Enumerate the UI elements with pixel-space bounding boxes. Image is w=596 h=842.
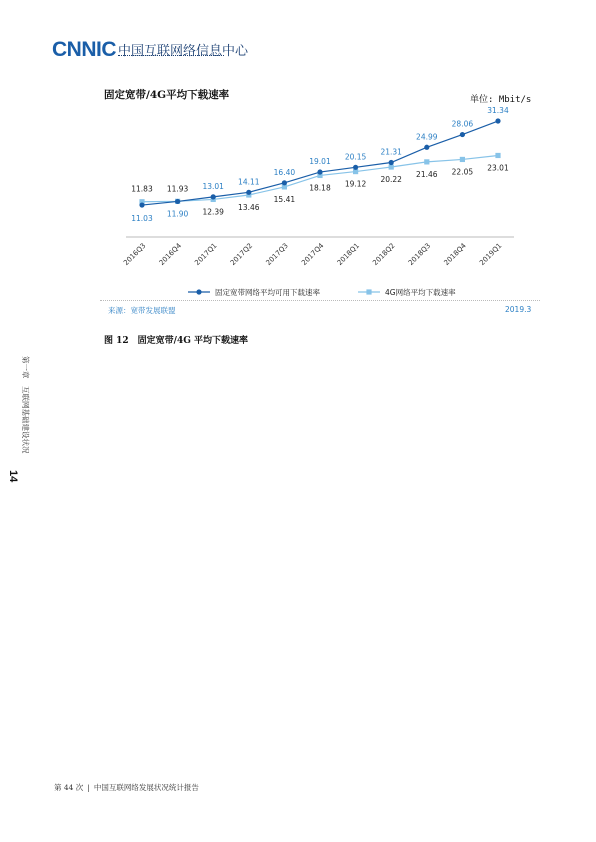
data-label: 20.15 <box>344 152 367 162</box>
data-point <box>460 132 465 137</box>
data-label: 31.34 <box>487 106 509 116</box>
page-footer <box>54 782 199 793</box>
x-tick-label: 2018Q2 <box>371 241 397 268</box>
data-label: 11.03 <box>131 214 153 224</box>
chart-unit: 单位: Mbit/s <box>470 95 532 105</box>
x-tick-label: 2018Q1 <box>335 241 362 268</box>
data-label: 23.01 <box>487 163 509 173</box>
data-label: 18.18 <box>309 183 331 193</box>
data-label: 13.46 <box>238 202 260 212</box>
chart-title: 固定宽带/4G平均下载速率 <box>104 89 230 101</box>
source-divider <box>100 300 540 301</box>
data-label: 13.01 <box>202 181 224 191</box>
x-tick-label: 2018Q3 <box>406 241 433 268</box>
legend-marker <box>366 289 371 294</box>
data-label: 24.99 <box>416 132 438 142</box>
data-point <box>175 199 180 204</box>
x-tick-label: 2017Q1 <box>193 241 219 268</box>
data-label: 20.22 <box>380 175 402 185</box>
data-point <box>389 160 394 165</box>
chapter-title: 第一章 互联网基础建设状况 <box>21 356 30 454</box>
data-point <box>139 202 144 207</box>
x-tick-label: 2019Q1 <box>478 241 504 268</box>
data-label: 16.40 <box>273 167 296 177</box>
data-point <box>211 194 216 199</box>
footer-issue: 第 44 次 <box>54 783 84 792</box>
legend-label: 固定宽带网络平均可用下载速率 <box>215 288 320 297</box>
x-tick-label: 2017Q2 <box>228 241 255 268</box>
x-tick-label: 2016Q3 <box>122 241 148 268</box>
line-chart <box>96 100 536 300</box>
data-point <box>246 190 251 195</box>
data-label: 28.06 <box>451 119 474 129</box>
data-label: 11.93 <box>166 184 189 194</box>
x-tick-label: 2016Q4 <box>157 241 184 268</box>
chart-source: 来源：宽带发展联盟 <box>108 306 176 315</box>
chapter-side-label <box>19 356 33 496</box>
data-point <box>389 164 394 169</box>
data-label: 21.31 <box>380 147 402 157</box>
data-label: 11.83 <box>131 184 153 194</box>
data-point <box>353 165 358 170</box>
data-point <box>282 180 287 185</box>
legend-marker <box>196 289 201 294</box>
legend-label: 4G网络平均下载速率 <box>385 288 456 297</box>
x-tick-label: 2017Q3 <box>264 241 290 268</box>
data-point <box>460 157 465 162</box>
data-point <box>495 118 500 123</box>
data-point <box>424 145 429 150</box>
page-number: 14 <box>7 470 19 483</box>
data-label: 19.12 <box>344 179 367 189</box>
data-label: 12.39 <box>202 207 224 217</box>
logo-chinese-name: 中国互联网络信息中心 <box>118 44 249 59</box>
x-tick-label: 2017Q4 <box>300 241 326 268</box>
data-label: 22.05 <box>451 167 474 177</box>
data-label: 14.11 <box>238 177 260 187</box>
x-tick-label: 2018Q4 <box>442 241 468 268</box>
chart-date: 2019.3 <box>505 305 532 314</box>
footer-report-title: 中国互联网络发展状况统计报告 <box>93 783 199 792</box>
footer-separator: | <box>87 783 90 792</box>
cnnic-logo <box>52 38 249 62</box>
figure-caption: 图 12 固定宽带/4G 平均下载速率 <box>104 336 249 346</box>
data-label: 21.46 <box>416 169 438 179</box>
logo-underline <box>118 55 224 58</box>
data-point <box>317 169 322 174</box>
data-point <box>495 153 500 158</box>
data-point <box>424 159 429 164</box>
data-label: 19.01 <box>309 157 331 167</box>
data-label: 11.90 <box>166 209 189 219</box>
data-label: 15.41 <box>273 194 296 204</box>
logo-wordmark: CNNIC <box>52 38 116 61</box>
